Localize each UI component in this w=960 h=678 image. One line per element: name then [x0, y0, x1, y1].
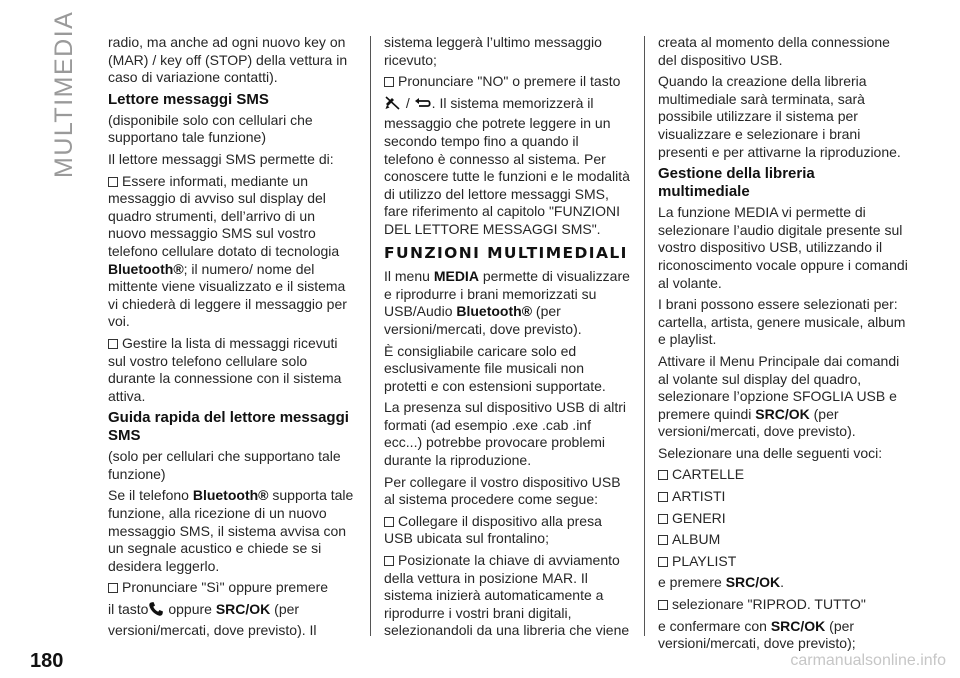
- paragraph: sistema leggerà l’ultimo messaggio ricevuto;: [384, 34, 602, 68]
- heading-quick-guide: Guida rapida del lettore messaggi SMS: [108, 409, 349, 445]
- src-ok-key: SRC/OK: [755, 405, 810, 422]
- paragraph: (disponibile solo con cellulari che supportano tale funzione): [108, 111, 313, 146]
- paragraph: Attivare il Menu Principale dai comandi al volante sul display del quadro, selezionare l’opzione SFOGLIA USB e premere quindi SRC/OK (per versioni/mercati, dove previsto).: [658, 352, 900, 440]
- bullet-box: [384, 517, 394, 527]
- paragraph: La funzione MEDIA vi permette di selezionare l’audio digitale presente sul vostro dispositivo USB, utilizzando il riconoscimento vocale oppure i comandi al volante.: [658, 204, 908, 291]
- paragraph: La presenza sul dispositivo USB di altri formati (ad esempio .exe .cab .inf ecc...) potrebbe provocare problemi durante la riproduzione.: [384, 399, 627, 469]
- list-item: Pronunciare "Sì" oppure premere: [108, 579, 356, 597]
- bluetooth-term: Bluetooth®: [108, 260, 184, 277]
- return-arrow-icon: [414, 97, 432, 116]
- bluetooth-term: Bluetooth®: [456, 303, 533, 320]
- bullet-box: [108, 177, 118, 187]
- bluetooth-term: Bluetooth®: [192, 487, 269, 504]
- src-ok-key: SRC/OK: [770, 617, 826, 634]
- watermark: carmanualsonline.info: [790, 652, 946, 669]
- paragraph: Il lettore messaggi SMS permette di:: [108, 150, 334, 167]
- list-item: Pronunciare "NO" o premere il tasto: [384, 73, 630, 91]
- list-item: selezionare "RIPROD. TUTTO": [658, 596, 908, 614]
- paragraph: È consigliabile caricare solo ed esclusivamente file musicali non protetti e con estensioni supportate.: [384, 342, 606, 394]
- list-item: Gestire la lista di messaggi ricevuti sul vostro telefono cellulare solo durante la connessione con il sistema attiva.: [108, 334, 342, 404]
- bullet-box: [658, 535, 668, 545]
- paragraph: creata al momento della connessione del dispositivo USB.: [658, 34, 890, 68]
- column-divider: [644, 36, 645, 636]
- bullet-box: [658, 600, 668, 610]
- heading-library-management: Gestione della libreria multimediale: [658, 165, 815, 201]
- side-section-title: MULTIMEDIA: [50, 10, 78, 178]
- paragraph: I brani possono essere selezionati per: cartella, artista, genere musicale, album e playlist.: [658, 296, 906, 348]
- list-item: Essere informati, mediante un messaggio di avviso sul display del quadro strumenti, dell’arrivo di un nuovo messaggio SMS sul vostro telefono cellulare dotato di tecnologia Bluetooth®; il numero/ nome del mittente viene visualizzato e il sistema vi chiederà di leggere il messaggio per voi.: [108, 172, 347, 330]
- bullet-box: [658, 514, 668, 524]
- paragraph: Per collegare il vostro dispositivo USB al sistema procedere come segue:: [384, 473, 621, 508]
- phone-icon: [148, 601, 164, 622]
- list-item: ALBUM: [658, 531, 908, 549]
- list-item: Posizionate la chiave di avviamento della vettura in posizione MAR. Il sistema inizierà automaticamente a riprodurre i vostri brani digitali, selezionandoli da una libreria che viene: [384, 552, 630, 639]
- column-divider: [370, 36, 371, 636]
- bullet-box: [384, 556, 394, 566]
- paragraph: Quando la creazione della libreria multimediale sarà terminata, sarà possibile utilizzare il sistema per visualizzare e selezionare i brani presenti e per attivarne la riproduzione.: [658, 73, 901, 160]
- page-number: 180: [30, 650, 64, 672]
- list-item: Collegare il dispositivo alla presa USB ubicata sul frontalino;: [384, 512, 602, 547]
- paragraph: (solo per cellulari che supportano tale funzione): [108, 448, 341, 482]
- list-item: PLAYLIST: [658, 553, 908, 571]
- paragraph: Il menu MEDIA permette di visualizzare e riprodurre i brani memorizzati su USB/Audio Bluetooth® (per versioni/mercati, dove previsto).: [384, 268, 630, 337]
- bullet-box: [658, 492, 668, 502]
- paragraph: e confermare con SRC/OK (per versioni/mercati, dove previsto);: [658, 617, 856, 652]
- list-item-continued: il tasto oppure SRC/OK (per versioni/mercati, dove previsto). Il: [108, 601, 317, 638]
- list-item: CARTELLE: [658, 466, 908, 484]
- list-item-continued: / . Il sistema memorizzerà il messaggio che potrete leggere in un secondo tempo fino a quando il telefono è connesso al sistema. Per conoscere tutte le funzioni e le modalità di utilizzo del lettore messaggi SMS, fare riferimento al capitolo "FUNZIONI DEL LETTORE MESSAGGI SMS".: [384, 94, 630, 237]
- heading-multimedia-functions: FUNZIONI MULTIMEDIALI: [384, 243, 628, 262]
- bullet-box: [108, 583, 118, 593]
- paragraph: e premere SRC/OK.: [658, 574, 785, 591]
- src-ok-key: SRC/OK: [725, 574, 781, 591]
- column-1: [108, 34, 356, 643]
- bullet-box: [108, 339, 118, 349]
- list-item: GENERI: [658, 510, 908, 528]
- paragraph: radio, ma anche ad ogni nuovo key on (MAR) / key off (STOP) della vettura in caso di variazione contatti).: [108, 34, 348, 86]
- heading-sms-reader: Lettore messaggi SMS: [108, 90, 269, 108]
- bullet-box: [658, 470, 668, 480]
- bullet-box: [658, 557, 668, 567]
- column-2: [384, 34, 630, 644]
- list-item: ARTISTI: [658, 488, 908, 506]
- paragraph: Se il telefono Bluetooth® supporta tale funzione, alla ricezione di un nuovo messaggio SMS, il sistema avvisa con un segnale acustico e chiede se si desidera leggerlo.: [108, 487, 354, 574]
- column-3: [658, 34, 908, 657]
- mute-icon: [384, 95, 402, 116]
- bullet-box: [384, 77, 394, 87]
- paragraph: Selezionare una delle seguenti voci:: [658, 444, 883, 461]
- src-ok-key: SRC/OK: [215, 601, 271, 618]
- media-term: MEDIA: [433, 268, 479, 285]
